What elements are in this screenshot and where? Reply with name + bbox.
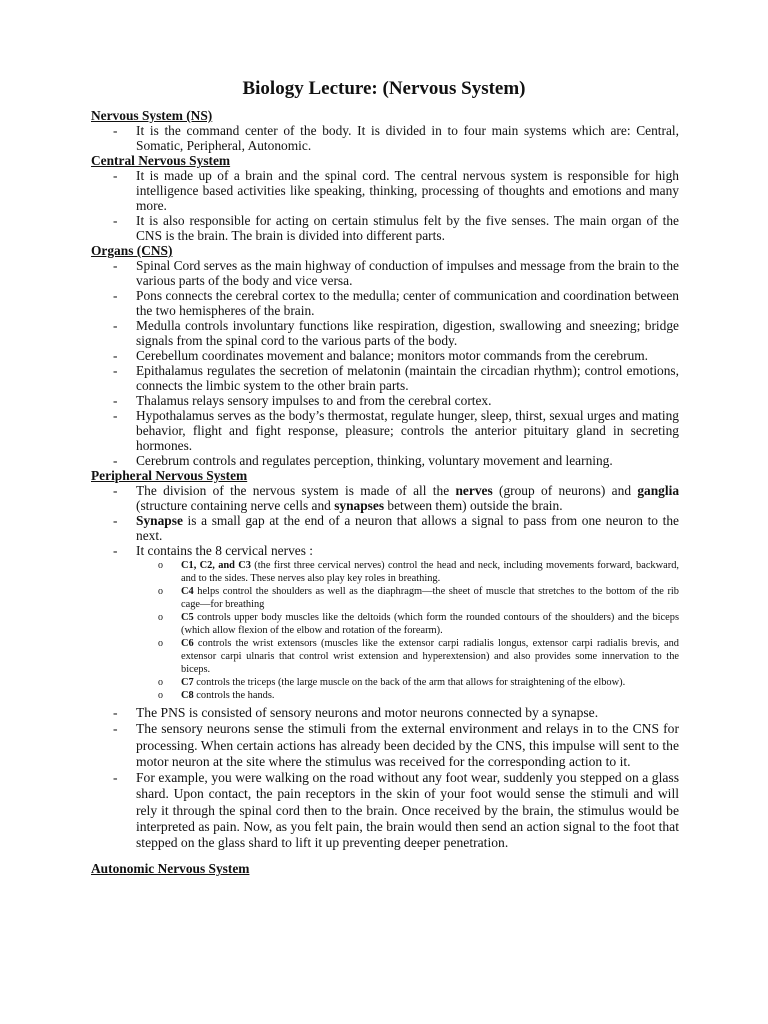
circle-bullet-icon: o xyxy=(158,612,163,623)
list-item: - Cerebrum controls and regulates perception, thinking, voluntary movement and learning. xyxy=(113,453,613,468)
list-item: - Hypothalamus serves as the body’s thermostat, regulate hunger, sleep, thirst, sexual urges and mating behavior, flight and fight response, pleasure; controls the anterior pituitary gland in secreting hormones. xyxy=(113,408,679,453)
circle-bullet-icon: o xyxy=(158,586,163,597)
sub-list-item: o C1, C2, and C3 (the first three cervical nerves) control the head and neck, including movements forward, backward, and to the sides. These nerves also play key roles in breathing. xyxy=(158,560,679,584)
page-title: Biology Lecture: (Nervous System) xyxy=(242,78,526,99)
heading-organs-cns: Organs (CNS) xyxy=(91,243,173,258)
sub-list-item: o C4 helps control the shoulders as well as the diaphragm—the sheet of muscle that stretches to the bottom of the rib cage—for breathing xyxy=(158,586,679,610)
list-item: - It is the command center of the body. It is divided in to four main systems which are: Central, Somatic, Peripheral, Autonomic. xyxy=(113,123,679,153)
sub-list-item: o C5 controls upper body muscles like the deltoids (which form the rounded contours of the shoulders) and the biceps (which allow flexion of the elbow and rotation of the forearm). xyxy=(158,612,679,636)
list-item: - Pons connects the cerebral cortex to the medulla; center of communication and coordination between the two hemispheres of the brain. xyxy=(113,288,679,318)
heading-peripheral-nervous-system: Peripheral Nervous System xyxy=(91,468,248,483)
list-item: - The division of the nervous system is made of all the nerves (group of neurons) and ganglia (structure containing nerve cells and synapses between them) outside the brain. xyxy=(113,483,680,513)
list-item: - It is also responsible for acting on certain stimulus felt by the five senses. The main organ of the CNS is the brain. The brain is divided into different parts. xyxy=(113,213,679,243)
list-item: - It is made up of a brain and the spinal cord. The central nervous system is responsible for high intelligence based activities like speaking, thinking, processing of thoughts and emotions and many more. xyxy=(113,168,679,213)
circle-bullet-icon: o xyxy=(158,638,163,649)
list-item: - For example, you were walking on the road without any foot wear, suddenly you stepped on a glass shard. Upon contact, the pain receptors in the skin of your foot would sense the stimuli and will rely it through the spinal cord then to the brain. Once received by the brain, the stimulus would be interpreted as pain. Now, as you felt pain, the brain would then send an action signal to the foot that stepped on the glass shard to lift it up preventing deeper penetration. xyxy=(113,770,679,851)
list-item: - Thalamus relays sensory impulses to and from the cerebral cortex. xyxy=(113,393,492,408)
sub-list-item: o C6 controls the wrist extensors (muscles like the extensor carpi radialis longus, extensor carpi radialis brevis, and extensor carpi ulnaris that control wrist extension and hyperextension) and also provides some innervation to the biceps. xyxy=(158,638,679,675)
heading-nervous-system: Nervous System (NS) xyxy=(91,108,213,123)
document-body xyxy=(91,108,679,876)
list-item: - Synapse is a small gap at the end of a neuron that allows a signal to pass from one neuron to the next. xyxy=(113,513,679,543)
list-item: - Medulla controls involuntary functions like respiration, digestion, swallowing and sneezing; bridge signals from the spinal cord to the various parts of the body. xyxy=(113,318,679,348)
sub-list-item: o C8 controls the hands. xyxy=(158,690,275,701)
circle-bullet-icon: o xyxy=(158,690,163,701)
list-item: - Epithalamus regulates the secretion of melatonin (maintain the circadian rhythm); control emotions, connects the limbic system to the other brain parts. xyxy=(113,363,679,393)
cervical-nerves-list xyxy=(91,559,679,702)
list-item: - The PNS is consisted of sensory neurons and motor neurons connected by a synapse. xyxy=(113,705,599,720)
circle-bullet-icon: o xyxy=(158,560,163,571)
list-item: - Spinal Cord serves as the main highway of conduction of impulses and message from the brain to the various parts of the body and vice versa. xyxy=(113,258,679,288)
list-item: - It contains the 8 cervical nerves : xyxy=(113,543,313,558)
heading-autonomic-nervous-system: Autonomic Nervous System xyxy=(91,860,250,876)
circle-bullet-icon: o xyxy=(158,677,163,688)
list-item: - Cerebellum coordinates movement and balance; monitors motor commands from the cerebrum. xyxy=(113,348,649,363)
sub-list-item: o C7 controls the triceps (the large muscle on the back of the arm that allows for straightening of the elbow). xyxy=(158,677,626,688)
list-item: - The sensory neurons sense the stimuli from the external environment and relays in to the CNS for processing. When certain actions has already been decided by the CNS, this impulse will sent to the motor neuron at the site where the stimulus was received for the corresponding action to it. xyxy=(113,721,679,769)
heading-central-nervous-system: Central Nervous System xyxy=(91,153,231,168)
pns-details xyxy=(91,705,679,852)
